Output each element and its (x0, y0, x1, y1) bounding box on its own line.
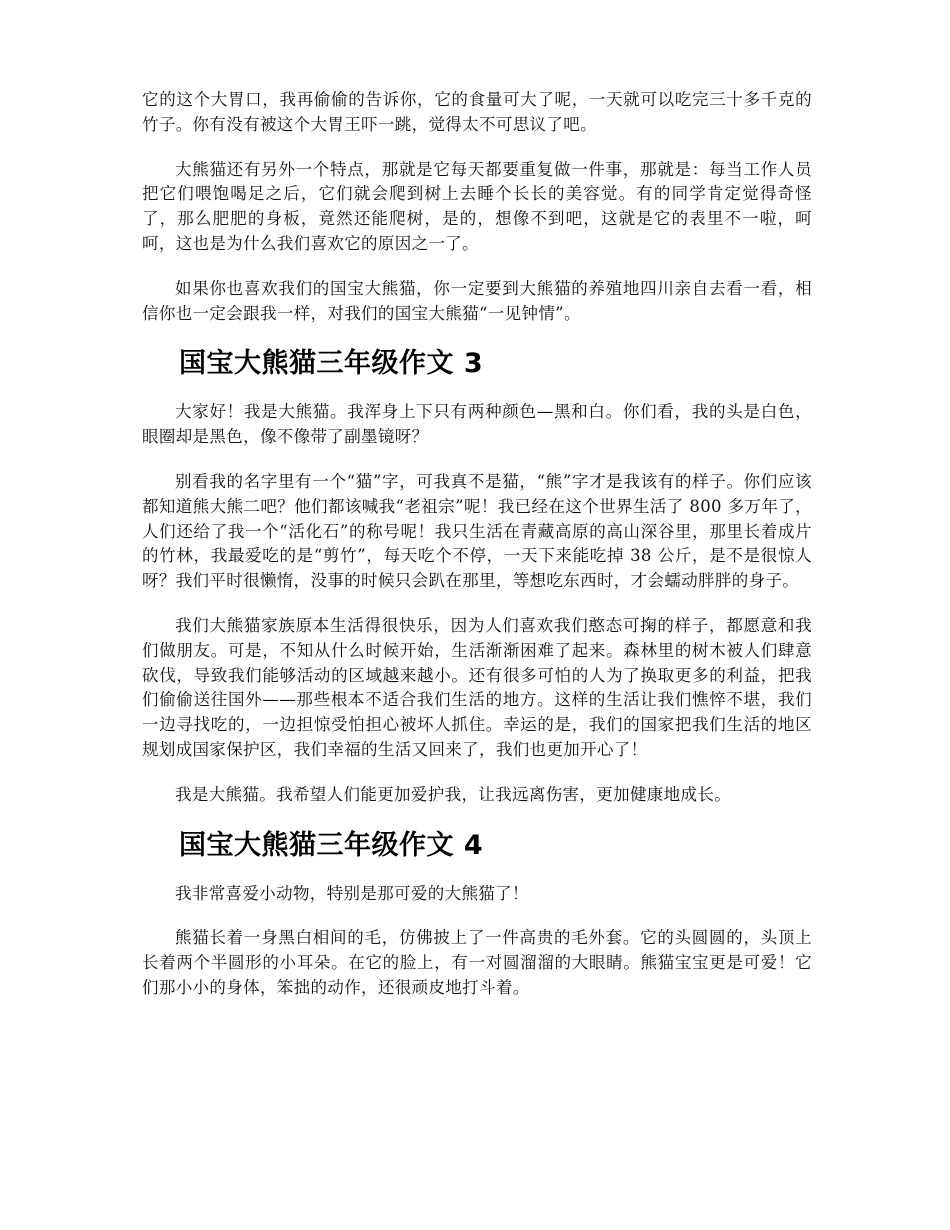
document-page (142, 88, 812, 1021)
paragraph: 我是大熊猫。我希望人们能更加爱护我，让我远离伤害，更加健康地成长。 (175, 784, 732, 804)
paragraph: 大家好！我是大熊猫。我浑身上下只有两种颜色—黑和白。你们看，我的头是白色，眼圈却是黑色，像不像带了副墨镜呀？ (142, 402, 812, 447)
section-heading: 国宝大熊猫三年级作文 3 (179, 348, 484, 380)
paragraph: 我们大熊猫家族原本生活得很快乐，因为人们喜欢我们憨态可掬的样子，都愿意和我们做朋友。可是，不知从什么时候开始，生活渐渐困难了起来。森林里的树木被人们肆意砍伐，导致我们能够活动的区域越来越小。还有很多可怕的人为了换取更多的利益，把我们偷偷送往国外——那些根本不适合我们生活的地方。这样的生活让我们憔悴不堪，我们一边寻找吃的，一边担惊受怕担心被坏人抓住。幸运的是，我们的国家把我们生活的地区规划成国家保护区，我们幸福的生活又回来了，我们也更加开心了！ (142, 615, 812, 759)
paragraph: 大熊猫还有另外一个特点，那就是它每天都要重复做一件事，那就是：每当工作人员把它们喂饱喝足之后，它们就会爬到树上去睡个长长的美容觉。有的同学肯定觉得奇怪了，那么肥肥的身板，竟然还能爬树，是的，想像不到吧，这就是它的表里不一啦，呵呵，这也是为什么我们喜欢它的原因之一了。 (142, 159, 812, 253)
paragraph: 如果你也喜欢我们的国宝大熊猫，你一定要到大熊猫的养殖地四川亲自去看一看，相信你也一定会跟我一样，对我们的国宝大熊猫“一见钟情”。 (142, 278, 812, 323)
section-heading: 国宝大熊猫三年级作文 4 (179, 829, 484, 861)
paragraph: 熊猫长着一身黑白相间的毛，仿佛披上了一件高贵的毛外套。它的头圆圆的，头顶上长着两个半圆形的小耳朵。在它的脸上，有一对圆溜溜的大眼睛。熊猫宝宝更是可爱！它们那小小的身体，笨拙的动作，还很顽皮地打斗着。 (142, 928, 812, 997)
paragraph: 我非常喜爱小动物，特别是那可爱的大熊猫了！ (175, 883, 529, 903)
paragraph: 它的这个大胃口，我再偷偷的告诉你，它的食量可大了呢，一天就可以吃完三十多千克的竹子。你有没有被这个大胃王吓一跳，觉得太不可思议了吧。 (142, 90, 812, 134)
paragraph: 别看我的名字里有一个“猫”字，可我真不是猫，“熊”字才是我该有的样子。你们应该都知道熊大熊二吧？他们都该喊我“老祖宗”呢！我已经在这个世界生活了 800 多万年了，人们还给了我一个“活化石”的称号呢！我只生活在青藏高原的高山深谷里，那里长着成片的竹林，我最爱吃的是“剪竹”，每天吃个不停，一天下来能吃掉 38 公斤，是不是很惊人呀？我们平时很懒惰，没事的时候只会趴在那里，等想吃东西时，才会蠕动胖胖的身子。 (142, 471, 812, 591)
